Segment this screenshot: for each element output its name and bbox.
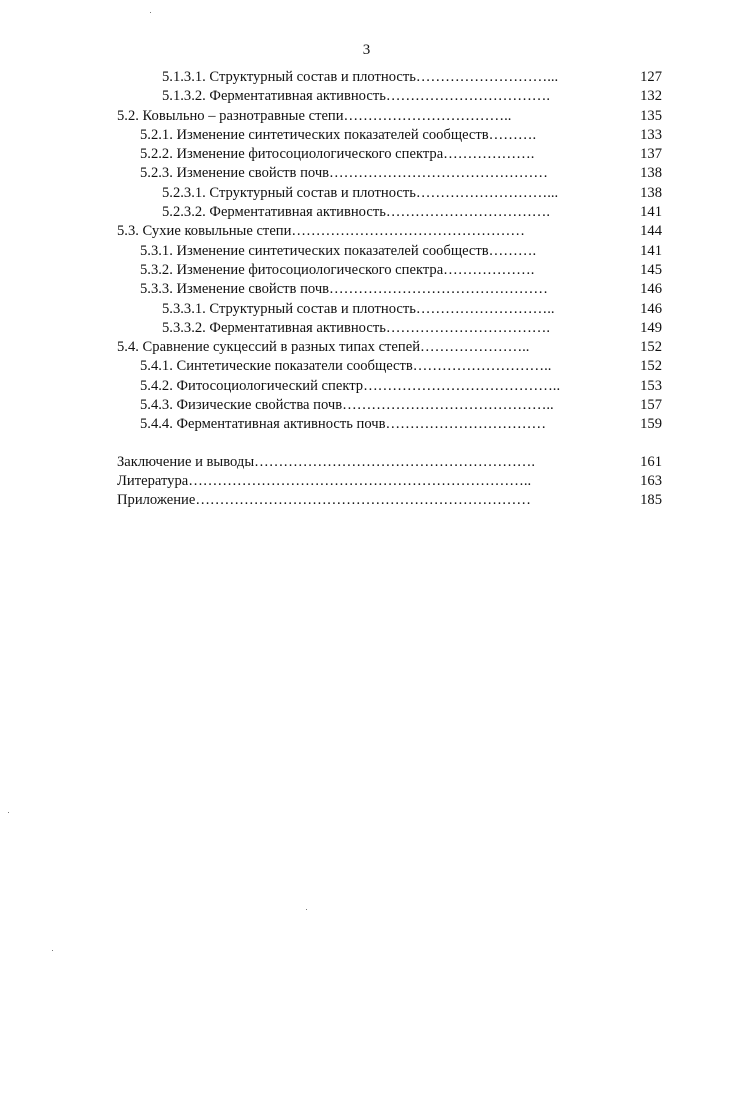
toc-entry-page: 137 [640, 146, 662, 163]
toc-entry-title: 5.4.1. Синтетические показатели сообществ……………………….. [140, 358, 552, 375]
toc-gap [0, 435, 733, 453]
toc-entry-page: 185 [640, 492, 662, 509]
toc-entry [0, 357, 733, 376]
toc-entry-title: 5.3.2. Изменение фитосоциологического спектра………………. [140, 261, 535, 278]
toc-entry-page: 157 [640, 397, 662, 414]
toc-entry-title: 5.3.3.2. Ферментативная активность……………………………. [162, 319, 551, 336]
toc-entry-page: 153 [640, 377, 662, 394]
toc-entry-title: 5.2. Ковыльно – разнотравные степи…………………………….. [117, 107, 512, 124]
toc-entry-page: 152 [640, 339, 662, 356]
toc-entry [0, 184, 733, 203]
toc-entry [0, 261, 733, 280]
toc-entry-title: 5.2.3. Изменение свойств почв……………………………………… [140, 165, 548, 182]
toc-section-chapters [0, 68, 733, 435]
toc-entry [0, 415, 733, 434]
toc-entry-title: 5.2.2. Изменение фитосоциологического спектра………………. [140, 146, 535, 163]
toc-entry-page: 146 [640, 300, 662, 317]
toc-entry-title: 5.2.3.2. Ферментативная активность……………………………. [162, 204, 551, 221]
toc-entry-title: 5.3.1. Изменение синтетических показателей сообществ………. [140, 242, 537, 259]
toc-entry [0, 396, 733, 415]
toc-entry [0, 68, 733, 87]
toc-entry-page: 141 [640, 204, 662, 221]
toc-entry-page: 163 [640, 472, 662, 489]
toc-entry-title: 5.3.3. Изменение свойств почв……………………………………… [140, 281, 548, 298]
toc-section-backmatter [0, 453, 733, 511]
toc-entry [0, 319, 733, 338]
toc-entry [0, 145, 733, 164]
toc-entry-page: 135 [640, 107, 662, 124]
toc-entry-page: 133 [640, 126, 662, 143]
toc-entry-page: 149 [640, 319, 662, 336]
toc-entry [0, 203, 733, 222]
toc-entry-page: 159 [640, 416, 662, 433]
toc-entry-page: 141 [640, 242, 662, 259]
toc-entry-page: 145 [640, 261, 662, 278]
toc-entry-title: 5.3.3.1. Структурный состав и плотность……………………….. [162, 300, 555, 317]
toc-entry-page: 138 [640, 165, 662, 182]
toc-entry [0, 338, 733, 357]
toc-entry-title: 5.1.3.2. Ферментативная активность……………………………. [162, 88, 551, 105]
scan-speck [52, 950, 53, 951]
toc-entry [0, 300, 733, 319]
toc-entry [0, 472, 733, 491]
scan-speck [306, 909, 307, 910]
toc-entry [0, 377, 733, 396]
scan-speck [8, 812, 9, 813]
toc-entry [0, 107, 733, 126]
toc-entry [0, 491, 733, 510]
toc-entry-page: 132 [640, 88, 662, 105]
toc-entry-title: 5.2.3.1. Структурный состав и плотность………………………... [162, 184, 559, 201]
toc-entry [0, 453, 733, 472]
toc-entry-page: 152 [640, 358, 662, 375]
toc-entry-title: 5.2.1. Изменение синтетических показателей сообществ………. [140, 126, 537, 143]
toc-entry [0, 164, 733, 183]
toc-entry-title: 5.1.3.1. Структурный состав и плотность………………………... [162, 69, 559, 85]
toc-entry-title: 5.4.4. Ферментативная активность почв…………………………… [140, 416, 547, 433]
toc-entry [0, 242, 733, 261]
toc-entry-title: Приложение…………………………………………………………… [117, 492, 531, 509]
table-of-contents [0, 68, 733, 511]
toc-entry-title: Заключение и выводы…………………………………………………. [117, 453, 536, 470]
toc-entry-page: 146 [640, 281, 662, 298]
toc-entry-title: Литература…………………………………………………………….. [117, 472, 532, 489]
toc-entry [0, 280, 733, 299]
toc-entry-title: 5.4. Сравнение сукцессий в разных типах степей………………….. [117, 339, 530, 356]
toc-entry-page: 138 [640, 184, 662, 201]
page-number: 3 [362, 42, 371, 58]
toc-entry [0, 126, 733, 145]
toc-entry-page: 161 [640, 453, 662, 470]
toc-entry [0, 222, 733, 241]
scan-speck [150, 12, 151, 13]
toc-entry-title: 5.4.3. Физические свойства почв…………………………………….. [140, 397, 554, 414]
toc-entry-title: 5.3. Сухие ковыльные степи………………………………………… [117, 223, 525, 240]
toc-entry-title: 5.4.2. Фитосоциологический спектр………………………………….. [140, 377, 561, 394]
toc-entry-page: 127 [640, 69, 662, 85]
toc-entry-page: 144 [640, 223, 662, 240]
toc-entry [0, 87, 733, 106]
